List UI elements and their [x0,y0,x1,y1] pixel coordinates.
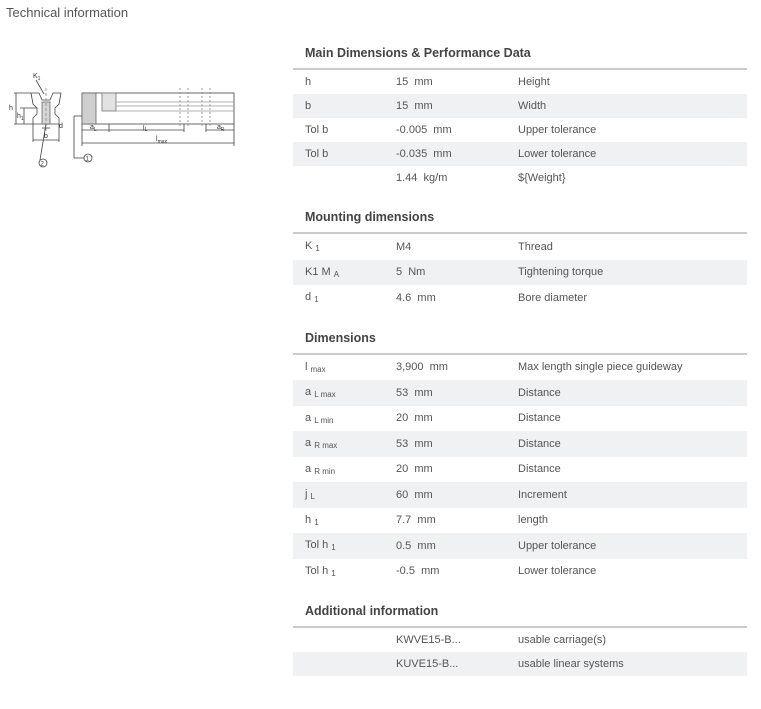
symbol-subscript: L [310,492,315,502]
param-symbol [293,240,396,253]
param-symbol [293,514,396,527]
param-description: ${Weight} [518,172,566,184]
page-title: Technical information [6,5,129,20]
label-d: d [59,123,63,130]
table-row [293,482,747,508]
param-description: usable linear systems [518,658,624,670]
param-value: 20 mm [396,463,433,476]
symbol-text: h [305,513,315,526]
label-h1: $h_1$ [17,113,24,122]
symbol-text: l [305,360,311,373]
section-1 [293,204,747,311]
param-symbol [293,565,396,578]
side-view [74,88,234,162]
cross-section-view [14,80,61,167]
section-title: Main Dimensions & Performance Data [293,40,747,70]
label-aR: $a_R$ [217,124,225,133]
param-description: usable carriage(s) [518,634,607,646]
param-description: Thread [518,240,553,253]
symbol-text: Tol b [305,123,329,136]
table-row [293,559,747,585]
param-value: 1.44 kg/m [396,172,448,184]
table-row [293,118,747,142]
param-symbol [293,124,396,137]
symbol-subscript: max [310,364,326,374]
param-value: 7.7 mm [396,514,436,527]
table-row [293,94,747,118]
symbol-subscript: L min [314,415,334,425]
symbol-text: j [305,488,311,501]
section-3 [293,598,747,676]
symbol-subscript: R min [314,466,336,476]
param-value: 15 mm [396,76,433,88]
symbol-subscript: 1 [314,517,319,527]
table-row [293,285,747,311]
section-title: Mounting dimensions [293,204,747,234]
param-symbol [293,488,396,501]
label-h: h [9,105,13,112]
param-symbol [293,463,396,476]
symbol-subscript: 1 [331,568,336,578]
symbol-subscript: 1 [314,295,319,305]
param-symbol [293,291,396,304]
table-row [293,406,747,432]
param-value: -0.005 mm [396,124,452,136]
param-symbol [293,539,396,552]
param-value: 3,900 mm [396,361,448,374]
param-value: 53 mm [396,437,433,450]
param-description: Distance [518,412,561,425]
symbol-subscript: A [333,269,340,279]
symbol-text: Tol h [305,539,332,552]
param-symbol [293,437,396,450]
symbol-subscript: L max [314,390,336,400]
param-description: Bore diameter [518,291,588,304]
param-symbol [293,361,396,374]
param-description: Upper tolerance [518,124,597,136]
table-row [293,533,747,559]
param-description: Lower tolerance [518,565,597,578]
param-value: KWVE15-B... [396,634,461,646]
param-symbol [293,386,396,399]
symbol-text: K1 M [305,265,334,278]
label-k1: $K_1$ [33,73,41,82]
table-row [293,260,747,286]
symbol-text: a [305,437,315,450]
symbol-text: Tol h [305,564,332,577]
symbol-text: Tol b [305,147,329,160]
param-symbol [293,76,396,89]
param-value: 20 mm [396,412,433,425]
symbol-text: d [305,291,315,304]
symbol-text: K [305,240,316,253]
table-row [293,652,747,676]
param-description: Width [518,100,547,112]
symbol-subscript: 1 [331,543,336,553]
table-row [293,380,747,406]
table-row [293,628,747,652]
symbol-subscript: R max [314,441,338,451]
callout-1: 1 [85,156,89,163]
table-row [293,166,747,190]
param-description: Increment [518,488,567,501]
technical-tables [293,40,747,676]
guideway-drawing [6,66,238,176]
param-value: 15 mm [396,100,433,112]
param-symbol [293,100,396,113]
param-symbol [293,266,396,279]
param-value: 53 mm [396,386,433,399]
param-description: Distance [518,386,561,399]
param-description: Height [518,76,550,88]
table-row [293,70,747,94]
symbol-subscript: 1 [315,244,320,254]
label-b: b [44,133,48,140]
label-aL: $a_L$ [90,124,97,133]
symbol-text: a [305,386,315,399]
section-2 [293,325,747,585]
param-value: M4 [396,240,412,253]
param-value: 0.5 mm [396,539,436,552]
param-value: -0.035 mm [396,148,452,160]
table-row [293,355,747,381]
param-description: Upper tolerance [518,539,597,552]
symbol-text: b [305,99,312,112]
param-description: Max length single piece guideway [518,361,683,374]
label-jL: $j_L$ [143,124,148,133]
table-row [293,431,747,457]
param-value: 4.6 mm [396,291,436,304]
symbol-text: a [305,411,315,424]
param-symbol [293,412,396,425]
param-value: 60 mm [396,488,433,501]
param-description: Distance [518,437,561,450]
param-description: Tightening torque [518,266,604,279]
section-title: Dimensions [293,325,747,355]
param-value: -0.5 mm [396,565,440,578]
table-row [293,142,747,166]
table-row [293,234,747,260]
section-0 [293,40,747,190]
param-value: KUVE15-B... [396,658,459,670]
table-row [293,508,747,534]
param-symbol [293,148,396,161]
symbol-text: h [305,75,312,88]
table-row [293,457,747,483]
param-description: Distance [518,463,561,476]
symbol-text: a [305,462,315,475]
param-description: length [518,514,548,527]
section-title: Additional information [293,598,747,628]
callout-2: 2 [40,161,44,168]
param-description: Lower tolerance [518,148,597,160]
label-lmax: $l_{max}$ [156,136,168,145]
param-value: 5 Nm [396,266,426,279]
